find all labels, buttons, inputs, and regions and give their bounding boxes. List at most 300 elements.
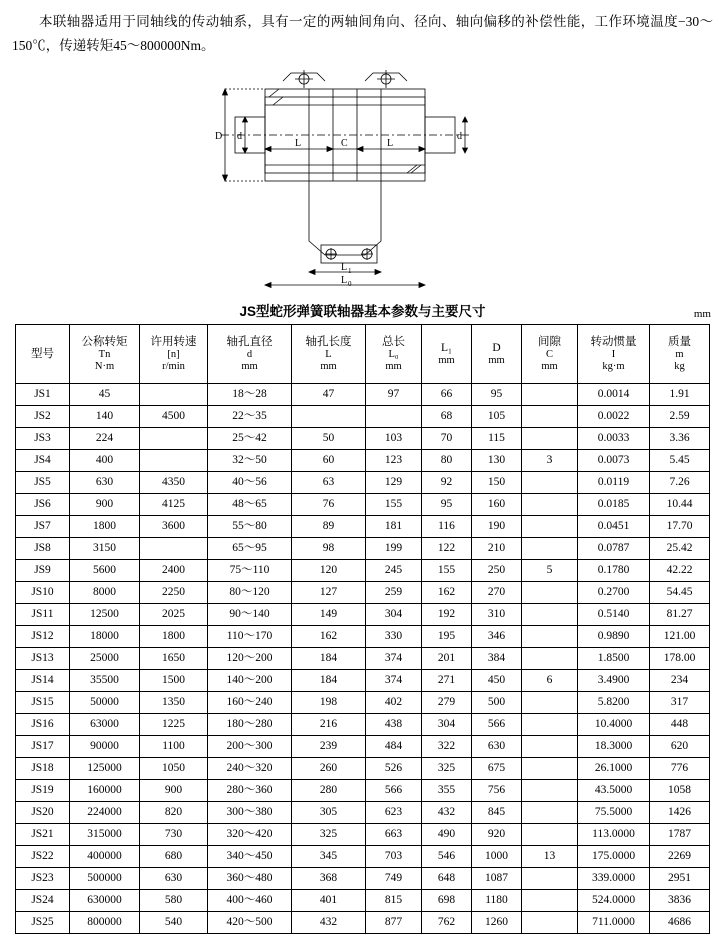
cell-L1: 80 xyxy=(422,450,472,472)
coupling-drawing xyxy=(213,59,513,294)
cell-model: JS24 xyxy=(16,890,70,912)
cell-D: 130 xyxy=(472,450,522,472)
table-row xyxy=(16,538,710,560)
cell-m: 1787 xyxy=(650,824,710,846)
cell-L0: 304 xyxy=(366,604,422,626)
cell-C xyxy=(522,516,578,538)
cell-n: 3600 xyxy=(140,516,208,538)
label-L0: L xyxy=(340,275,347,287)
cell-m: 7.26 xyxy=(650,472,710,494)
header-clearance: 间隙 C mm xyxy=(522,325,578,384)
cell-m: 1058 xyxy=(650,780,710,802)
label-L-right: L xyxy=(386,138,393,150)
cell-I: 339.0000 xyxy=(578,868,650,890)
cell-m: 2269 xyxy=(650,846,710,868)
cell-L0: 259 xyxy=(366,582,422,604)
cell-D: 270 xyxy=(472,582,522,604)
cell-tn: 1800 xyxy=(70,516,140,538)
cell-model: JS22 xyxy=(16,846,70,868)
cell-L0: 566 xyxy=(366,780,422,802)
cell-n: 900 xyxy=(140,780,208,802)
cell-n: 1350 xyxy=(140,692,208,714)
cell-model: JS9 xyxy=(16,560,70,582)
cell-I: 711.0000 xyxy=(578,912,650,934)
cell-m: 2951 xyxy=(650,868,710,890)
cell-m: 3836 xyxy=(650,890,710,912)
cell-L0: 374 xyxy=(366,670,422,692)
cell-m: 448 xyxy=(650,714,710,736)
cell-n: 4125 xyxy=(140,494,208,516)
cell-model: JS6 xyxy=(16,494,70,516)
cell-d: 360～480 xyxy=(208,868,292,890)
cell-D: 845 xyxy=(472,802,522,824)
table-body xyxy=(16,384,710,934)
cell-n: 2025 xyxy=(140,604,208,626)
cell-L0: 181 xyxy=(366,516,422,538)
cell-d: 400～460 xyxy=(208,890,292,912)
cell-C xyxy=(522,780,578,802)
cell-I: 0.5140 xyxy=(578,604,650,626)
cell-n: 1650 xyxy=(140,648,208,670)
cell-d: 80～120 xyxy=(208,582,292,604)
table-row xyxy=(16,890,710,912)
cell-L1: 271 xyxy=(422,670,472,692)
cell-L1: 195 xyxy=(422,626,472,648)
cell-L0: 484 xyxy=(366,736,422,758)
cell-d: 32～50 xyxy=(208,450,292,472)
cell-d: 22～35 xyxy=(208,406,292,428)
cell-C: 5 xyxy=(522,560,578,582)
cell-D: 500 xyxy=(472,692,522,714)
cell-tn: 140 xyxy=(70,406,140,428)
cell-tn: 160000 xyxy=(70,780,140,802)
cell-L: 127 xyxy=(292,582,366,604)
cell-model: JS2 xyxy=(16,406,70,428)
cell-m: 3.36 xyxy=(650,428,710,450)
cell-tn: 400000 xyxy=(70,846,140,868)
cell-L1: 355 xyxy=(422,780,472,802)
cell-D: 210 xyxy=(472,538,522,560)
cell-model: JS1 xyxy=(16,384,70,406)
cell-L: 76 xyxy=(292,494,366,516)
cell-L xyxy=(292,406,366,428)
cell-d: 420～500 xyxy=(208,912,292,934)
cell-L0: 123 xyxy=(366,450,422,472)
cell-I: 0.2700 xyxy=(578,582,650,604)
cell-model: JS14 xyxy=(16,670,70,692)
cell-tn: 500000 xyxy=(70,868,140,890)
cell-L1: 490 xyxy=(422,824,472,846)
cell-L0: 97 xyxy=(366,384,422,406)
cell-tn: 3150 xyxy=(70,538,140,560)
header-bore-length: 轴孔长度 L mm xyxy=(292,325,366,384)
table-row xyxy=(16,912,710,934)
label-L0-sub: 0 xyxy=(347,280,351,289)
cell-n: 820 xyxy=(140,802,208,824)
cell-m: 4686 xyxy=(650,912,710,934)
cell-n: 730 xyxy=(140,824,208,846)
cell-L0: 623 xyxy=(366,802,422,824)
cell-tn: 315000 xyxy=(70,824,140,846)
table-row xyxy=(16,736,710,758)
table-row xyxy=(16,472,710,494)
cell-d: 120～200 xyxy=(208,648,292,670)
cell-n: 1800 xyxy=(140,626,208,648)
cell-d: 320～420 xyxy=(208,824,292,846)
label-L1: L xyxy=(340,262,347,274)
intro-paragraph: 本联轴器适用于同轴线的传动轴系，具有一定的两轴间角向、径向、轴向偏移的补偿性能，工作环境温度−30～150℃，传递转矩45～800000Nm。 xyxy=(12,14,713,53)
coupling-svg xyxy=(213,59,513,294)
cell-d: 140～200 xyxy=(208,670,292,692)
cell-n: 540 xyxy=(140,912,208,934)
table-row xyxy=(16,450,710,472)
cell-m: 10.44 xyxy=(650,494,710,516)
cell-tn: 630000 xyxy=(70,890,140,912)
table-row xyxy=(16,846,710,868)
cell-m: 42.22 xyxy=(650,560,710,582)
cell-I: 43.5000 xyxy=(578,780,650,802)
cell-L0: 663 xyxy=(366,824,422,846)
cell-L: 60 xyxy=(292,450,366,472)
cell-L: 98 xyxy=(292,538,366,560)
cell-C xyxy=(522,868,578,890)
cell-n xyxy=(140,428,208,450)
cell-model: JS3 xyxy=(16,428,70,450)
cell-L0: 199 xyxy=(366,538,422,560)
label-L-left: L xyxy=(294,138,301,150)
cell-m: 25.42 xyxy=(650,538,710,560)
header-mass: 质量 m kg xyxy=(650,325,710,384)
cell-I: 0.0787 xyxy=(578,538,650,560)
cell-n: 1225 xyxy=(140,714,208,736)
cell-model: JS11 xyxy=(16,604,70,626)
cell-I: 0.9890 xyxy=(578,626,650,648)
cell-d: 25～42 xyxy=(208,428,292,450)
cell-C xyxy=(522,604,578,626)
cell-n: 4500 xyxy=(140,406,208,428)
cell-D: 115 xyxy=(472,428,522,450)
cell-tn: 50000 xyxy=(70,692,140,714)
table-row xyxy=(16,604,710,626)
cell-d: 18～28 xyxy=(208,384,292,406)
cell-L: 63 xyxy=(292,472,366,494)
cell-L1: 155 xyxy=(422,560,472,582)
cell-tn: 224000 xyxy=(70,802,140,824)
cell-D: 630 xyxy=(472,736,522,758)
cell-model: JS21 xyxy=(16,824,70,846)
cell-C xyxy=(522,494,578,516)
cell-L0: 330 xyxy=(366,626,422,648)
cell-L: 149 xyxy=(292,604,366,626)
cell-model: JS13 xyxy=(16,648,70,670)
cell-model: JS15 xyxy=(16,692,70,714)
cell-L: 401 xyxy=(292,890,366,912)
cell-d: 90～140 xyxy=(208,604,292,626)
cell-L1: 432 xyxy=(422,802,472,824)
cell-model: JS12 xyxy=(16,626,70,648)
cell-L1: 116 xyxy=(422,516,472,538)
cell-L: 184 xyxy=(292,648,366,670)
cell-C xyxy=(522,758,578,780)
cell-tn: 800000 xyxy=(70,912,140,934)
cell-tn: 900 xyxy=(70,494,140,516)
cell-m: 620 xyxy=(650,736,710,758)
header-D: D mm xyxy=(472,325,522,384)
cell-C xyxy=(522,912,578,934)
cell-I: 3.4900 xyxy=(578,670,650,692)
cell-D: 1087 xyxy=(472,868,522,890)
cell-I: 0.0014 xyxy=(578,384,650,406)
cell-L: 345 xyxy=(292,846,366,868)
cell-D: 1180 xyxy=(472,890,522,912)
cell-model: JS16 xyxy=(16,714,70,736)
cell-D: 105 xyxy=(472,406,522,428)
cell-tn: 630 xyxy=(70,472,140,494)
cell-D: 384 xyxy=(472,648,522,670)
cell-D: 346 xyxy=(472,626,522,648)
cell-L: 89 xyxy=(292,516,366,538)
cell-D: 1000 xyxy=(472,846,522,868)
table-row xyxy=(16,494,710,516)
table-row xyxy=(16,670,710,692)
cell-D: 566 xyxy=(472,714,522,736)
cell-tn: 18000 xyxy=(70,626,140,648)
cell-I: 10.4000 xyxy=(578,714,650,736)
cell-d: 40～56 xyxy=(208,472,292,494)
cell-tn: 125000 xyxy=(70,758,140,780)
table-row xyxy=(16,406,710,428)
cell-C xyxy=(522,692,578,714)
cell-L0: 374 xyxy=(366,648,422,670)
table-row xyxy=(16,560,710,582)
cell-m: 317 xyxy=(650,692,710,714)
header-nominal-torque: 公称转矩 Tn N·m xyxy=(70,325,140,384)
cell-tn: 8000 xyxy=(70,582,140,604)
cell-L1: 698 xyxy=(422,890,472,912)
table-row xyxy=(16,758,710,780)
cell-n: 2250 xyxy=(140,582,208,604)
cell-L: 305 xyxy=(292,802,366,824)
cell-tn: 400 xyxy=(70,450,140,472)
cell-L0: 129 xyxy=(366,472,422,494)
header-allowable-speed: 许用转速 [n] r/min xyxy=(140,325,208,384)
cell-m: 2.59 xyxy=(650,406,710,428)
cell-D: 920 xyxy=(472,824,522,846)
table-row xyxy=(16,648,710,670)
cell-C: 13 xyxy=(522,846,578,868)
cell-n: 630 xyxy=(140,868,208,890)
cell-I: 26.1000 xyxy=(578,758,650,780)
cell-n: 2400 xyxy=(140,560,208,582)
cell-L1: 279 xyxy=(422,692,472,714)
cell-m: 17.70 xyxy=(650,516,710,538)
header-inertia: 转动惯量 I kg·m xyxy=(578,325,650,384)
table-row xyxy=(16,714,710,736)
cell-L0: 749 xyxy=(366,868,422,890)
cell-D: 95 xyxy=(472,384,522,406)
cell-model: JS19 xyxy=(16,780,70,802)
cell-C xyxy=(522,384,578,406)
cell-C xyxy=(522,626,578,648)
cell-m: 54.45 xyxy=(650,582,710,604)
table-row xyxy=(16,626,710,648)
cell-model: JS23 xyxy=(16,868,70,890)
cell-n xyxy=(140,384,208,406)
cell-C xyxy=(522,648,578,670)
cell-D: 450 xyxy=(472,670,522,692)
cell-d: 300～380 xyxy=(208,802,292,824)
cell-m: 81.27 xyxy=(650,604,710,626)
cell-C: 6 xyxy=(522,670,578,692)
label-d-right: d xyxy=(456,131,462,143)
cell-L: 432 xyxy=(292,912,366,934)
cell-model: JS17 xyxy=(16,736,70,758)
header-L1: L₁ mm xyxy=(422,325,472,384)
table-row xyxy=(16,582,710,604)
cell-C xyxy=(522,428,578,450)
cell-n: 1500 xyxy=(140,670,208,692)
cell-I: 75.5000 xyxy=(578,802,650,824)
cell-n: 1100 xyxy=(140,736,208,758)
cell-L1: 66 xyxy=(422,384,472,406)
cell-d: 200～300 xyxy=(208,736,292,758)
cell-tn: 63000 xyxy=(70,714,140,736)
cell-model: JS25 xyxy=(16,912,70,934)
cell-D: 675 xyxy=(472,758,522,780)
cell-L1: 322 xyxy=(422,736,472,758)
table-row xyxy=(16,692,710,714)
table-row xyxy=(16,780,710,802)
cell-L1: 325 xyxy=(422,758,472,780)
cell-n xyxy=(140,538,208,560)
cell-L0: 103 xyxy=(366,428,422,450)
cell-m: 5.45 xyxy=(650,450,710,472)
cell-n: 1050 xyxy=(140,758,208,780)
cell-m: 776 xyxy=(650,758,710,780)
cell-n: 4350 xyxy=(140,472,208,494)
cell-D: 756 xyxy=(472,780,522,802)
cell-n: 580 xyxy=(140,890,208,912)
cell-L0: 245 xyxy=(366,560,422,582)
cell-I: 175.0000 xyxy=(578,846,650,868)
cell-d: 340～450 xyxy=(208,846,292,868)
table-title: JS型蛇形弹簧联轴器基本参数与主要尺寸 xyxy=(239,304,486,320)
cell-L: 120 xyxy=(292,560,366,582)
cell-I: 1.8500 xyxy=(578,648,650,670)
cell-d: 110～170 xyxy=(208,626,292,648)
cell-L: 280 xyxy=(292,780,366,802)
cell-L0: 815 xyxy=(366,890,422,912)
cell-C xyxy=(522,406,578,428)
cell-L0: 402 xyxy=(366,692,422,714)
cell-C xyxy=(522,472,578,494)
cell-m: 121.00 xyxy=(650,626,710,648)
table-row xyxy=(16,428,710,450)
cell-L: 50 xyxy=(292,428,366,450)
cell-model: JS4 xyxy=(16,450,70,472)
cell-tn: 5600 xyxy=(70,560,140,582)
cell-L0: 703 xyxy=(366,846,422,868)
cell-m: 1426 xyxy=(650,802,710,824)
cell-L0: 526 xyxy=(366,758,422,780)
cell-L: 216 xyxy=(292,714,366,736)
table-row xyxy=(16,802,710,824)
table-row xyxy=(16,868,710,890)
cell-d: 160～240 xyxy=(208,692,292,714)
cell-d: 65～95 xyxy=(208,538,292,560)
cell-L1: 68 xyxy=(422,406,472,428)
cell-L1: 122 xyxy=(422,538,472,560)
cell-L1: 162 xyxy=(422,582,472,604)
table-header-row xyxy=(16,325,710,384)
cell-D: 190 xyxy=(472,516,522,538)
cell-C xyxy=(522,736,578,758)
cell-I: 0.0119 xyxy=(578,472,650,494)
cell-d: 55～80 xyxy=(208,516,292,538)
cell-I: 0.0451 xyxy=(578,516,650,538)
cell-L: 47 xyxy=(292,384,366,406)
cell-L: 162 xyxy=(292,626,366,648)
cell-L0: 155 xyxy=(366,494,422,516)
cell-I: 524.0000 xyxy=(578,890,650,912)
cell-d: 180～280 xyxy=(208,714,292,736)
label-L1-sub: 1 xyxy=(347,267,351,276)
cell-n: 680 xyxy=(140,846,208,868)
cell-I: 18.3000 xyxy=(578,736,650,758)
cell-D: 150 xyxy=(472,472,522,494)
cell-model: JS8 xyxy=(16,538,70,560)
cell-tn: 224 xyxy=(70,428,140,450)
cell-model: JS7 xyxy=(16,516,70,538)
cell-L1: 92 xyxy=(422,472,472,494)
cell-L1: 192 xyxy=(422,604,472,626)
cell-tn: 90000 xyxy=(70,736,140,758)
cell-L: 325 xyxy=(292,824,366,846)
cell-model: JS20 xyxy=(16,802,70,824)
table-row xyxy=(16,516,710,538)
cell-C xyxy=(522,538,578,560)
cell-L1: 648 xyxy=(422,868,472,890)
cell-d: 240～320 xyxy=(208,758,292,780)
header-bore-diameter: 轴孔直径 d mm xyxy=(208,325,292,384)
cell-model: JS18 xyxy=(16,758,70,780)
cell-I: 5.8200 xyxy=(578,692,650,714)
cell-L: 368 xyxy=(292,868,366,890)
cell-tn: 35500 xyxy=(70,670,140,692)
cell-n xyxy=(140,450,208,472)
cell-C xyxy=(522,802,578,824)
table-row xyxy=(16,384,710,406)
cell-d: 280～360 xyxy=(208,780,292,802)
cell-tn: 12500 xyxy=(70,604,140,626)
cell-L1: 70 xyxy=(422,428,472,450)
cell-L: 260 xyxy=(292,758,366,780)
cell-L: 198 xyxy=(292,692,366,714)
label-D: D xyxy=(214,131,222,143)
cell-L1: 95 xyxy=(422,494,472,516)
cell-I: 0.0185 xyxy=(578,494,650,516)
cell-d: 48～65 xyxy=(208,494,292,516)
cell-C: 3 xyxy=(522,450,578,472)
cell-I: 0.0033 xyxy=(578,428,650,450)
cell-d: 75～110 xyxy=(208,560,292,582)
table-row xyxy=(16,824,710,846)
cell-m: 1.91 xyxy=(650,384,710,406)
cell-L1: 201 xyxy=(422,648,472,670)
cell-I: 0.0022 xyxy=(578,406,650,428)
cell-C xyxy=(522,714,578,736)
figure-container xyxy=(0,59,725,294)
